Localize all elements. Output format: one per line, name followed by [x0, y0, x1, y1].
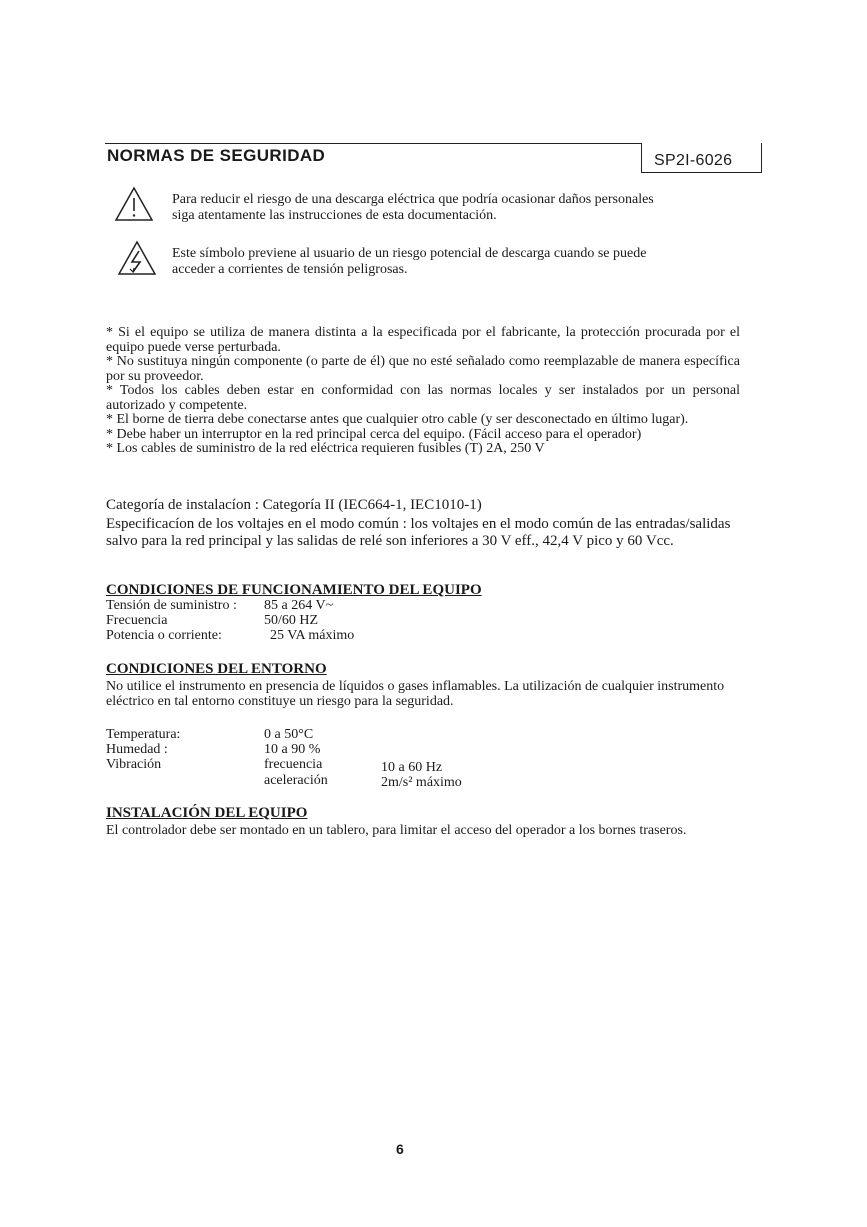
bullet-item: * No sustituya ningún componente (o parte de él) que no esté señalado como reemplazable de manera específica por su proveedor. — [106, 354, 740, 384]
section-title: NORMAS DE SEGURIDAD — [107, 146, 326, 165]
header-rule — [105, 143, 642, 144]
vibration-frequency-value: 10 a 60 Hz — [381, 760, 443, 775]
bullet-item: * Los cables de suministro de la red eléctrica requieren fusibles (T) 2A, 250 V — [106, 441, 545, 456]
bullet-item: * Todos los cables deben estar en conformidad con las normas locales y ser instalados por un personal autorizado y competente. — [106, 383, 740, 413]
warning-text-1 — [172, 192, 737, 224]
supply-voltage-label: Tensión de suministro : — [106, 598, 237, 613]
power-value: 25 VA máximo — [270, 628, 355, 643]
bullet-item: * Si el equipo se utiliza de manera distinta a la especificada por el fabricante, la protección procurada por el equipo puede verse perturbada. — [106, 325, 740, 355]
vibration-acceleration-value: 2m/s² máximo — [381, 775, 462, 790]
warning-1-line-1: Para reducir el riesgo de una descarga eléctrica que podría ocasionar daños personales — [172, 192, 654, 207]
warning-triangle-icon — [114, 186, 154, 222]
electric-shock-triangle-icon — [117, 240, 157, 276]
environment-text: No utilice el instrumento en presencia de líquidos o gases inflamables. La utilización de cualquier instrumento eléctrico en tal entorno constituye un riesgo para la seguridad. — [106, 679, 725, 709]
installation-text: El controlador debe ser montado en un tablero, para limitar el acceso del operador a los bornes traseros. — [106, 823, 687, 838]
supply-voltage-value: 85 a 264 V~ — [264, 598, 334, 613]
vibration-frequency-label: frecuencia — [264, 757, 323, 772]
frequency-label: Frecuencia — [106, 613, 168, 628]
frequency-value: 50/60 HZ — [264, 613, 319, 628]
installation-title: INSTALACIÓN DEL EQUIPO — [106, 805, 308, 821]
temperature-value: 0 a 50°C — [264, 727, 314, 742]
voltage-specification: Especificacíon de los voltajes en el modo común : los voltajes en el modo común de las entradas/salidas salvo para la red principal y las salidas de relé son inferiores a 30 V eff., 42,4 V pico y 60 Vcc. — [106, 516, 731, 549]
bullet-item: * Debe haber un interruptor en la red principal cerca del equipo. (Fácil acceso para el operador) — [106, 426, 642, 442]
safety-bullet-list — [106, 326, 740, 457]
page-number: 6 — [396, 1141, 404, 1157]
installation-category: Categoría de instalacíon : Categoría II (IEC664-1, IEC1010-1) — [106, 497, 482, 513]
humidity-value: 10 a 90 % — [264, 742, 321, 757]
warning-2-line-1: Este símbolo previene al usuario de un riesgo potencial de descarga cuando se puede — [172, 246, 647, 261]
operating-conditions-title: CONDICIONES DE FUNCIONAMIENTO DEL EQUIPO — [106, 582, 482, 598]
warning-1-line-2: siga atentamente las instrucciones de esta documentación. — [172, 208, 497, 223]
doc-code: SP2I-6026 — [654, 152, 733, 169]
power-label: Potencia o corriente: — [106, 628, 222, 643]
temperature-label: Temperatura: — [106, 727, 181, 742]
warning-text-2 — [172, 246, 737, 278]
bullet-item: * El borne de tierra debe conectarse antes que cualquier otro cable (y ser desconectado en último lugar). — [106, 412, 689, 427]
vibration-acceleration-label: aceleración — [264, 773, 328, 788]
humidity-label: Humedad : — [106, 742, 168, 757]
vibration-label: Vibración — [106, 757, 162, 772]
warning-2-line-2: acceder a corrientes de tensión peligrosas. — [172, 262, 408, 277]
environment-conditions-title: CONDICIONES DEL ENTORNO — [106, 661, 327, 677]
